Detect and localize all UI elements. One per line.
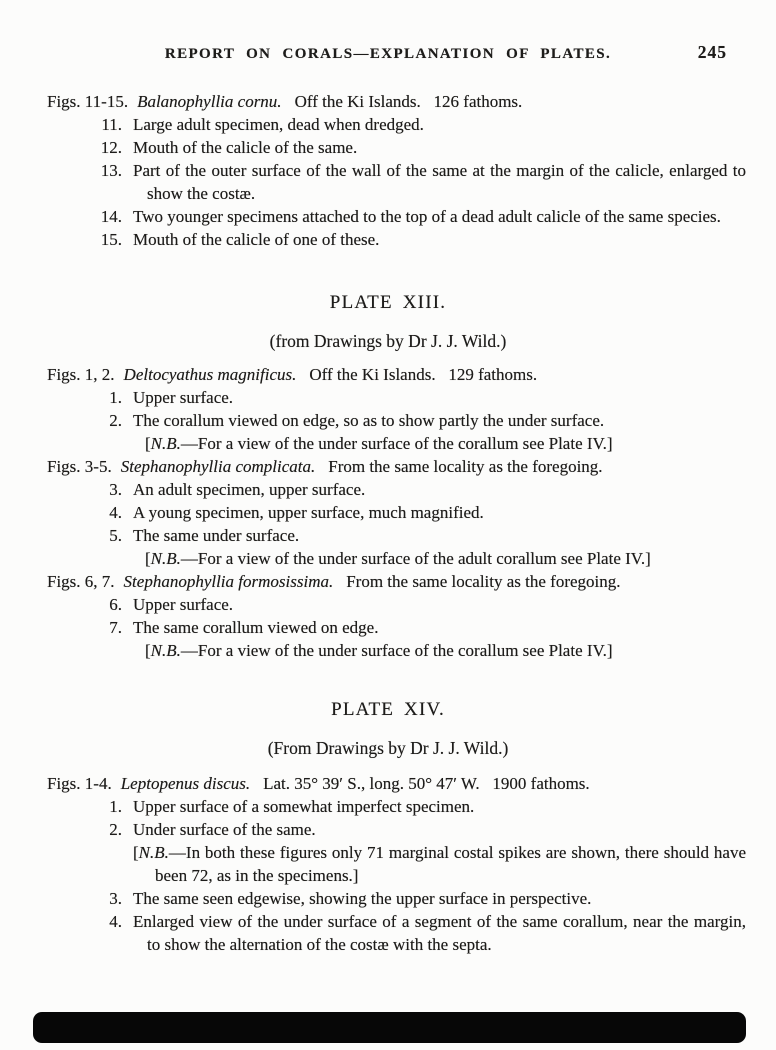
figure-item-row [0,136,776,159]
page-number: 245 [697,42,727,62]
figs-group-stephanophyllia-complicata [0,455,776,570]
figs-group-stephanophyllia-formosissima [0,570,776,662]
locality-text: Off the Ki Islands. 129 fathoms. [309,365,538,384]
figure-number: 6. [109,595,122,614]
figure-number: 2. [109,820,122,839]
group-heading [0,772,776,795]
figure-caption: Upper surface. [133,595,234,614]
nota-bene [0,547,776,570]
nota-bene [0,639,776,662]
species-name: Deltocyathus magnificus. [123,365,297,384]
figure-caption: The same seen edgewise, showing the upper surface in perspective. [133,889,592,908]
locality-text: From the same locality as the foregoing. [346,572,621,591]
figure-item-row [0,524,776,547]
figs-group-deltocyathus [0,363,776,455]
figure-number: 11. [101,115,122,134]
figure-item-row [0,501,776,524]
group-heading [0,90,776,113]
nb-label: N.B. [150,434,181,453]
figure-caption: Mouth of the calicle of one of these. [133,230,380,249]
figure-caption: Part of the outer surface of the wall of the same at the margin of the calicle, enlarged to show the costæ. [133,161,746,203]
page-header-title: REPORT ON CORALS—EXPLANATION OF PLATES. [164,46,612,62]
figure-item-row [0,386,776,409]
figure-item-row [0,593,776,616]
figure-item-row [0,228,776,251]
figure-caption: Two younger specimens attached to the top of a dead adult calicle of the same species. [133,207,721,226]
nb-text: —For a view of the under surface of the corallum see Plate IV.] [180,434,613,453]
figure-item-row [0,113,776,136]
figs-range-label: Figs. 6, 7. [47,572,115,591]
scan-artifact-bar [33,1012,746,1043]
figure-caption: Under surface of the same. [133,820,316,839]
locality-text: Off the Ki Islands. 126 fathoms. [294,92,523,111]
figure-caption: A young specimen, upper surface, much magnified. [133,503,484,522]
figure-caption: Large adult specimen, dead when dredged. [133,115,424,134]
figs-range-label: Figs. 1, 2. [47,365,115,384]
nb-bracket: [ [145,549,151,568]
group-heading [0,570,776,593]
plate-13-subtitle: (from Drawings by Dr J. J. Wild.) [269,331,507,351]
figure-caption: The corallum viewed on edge, so as to show partly the under surface. [133,411,605,430]
figure-number: 3. [109,889,122,908]
nb-bracket: [ [133,843,139,862]
plate-13-title: PLATE XIII. [329,292,447,313]
figs-range-label: Figs. 1-4. [47,774,112,793]
nb-text: —For a view of the under surface of the corallum see Plate IV.] [180,641,613,660]
figure-item-row [0,205,776,228]
running-head [0,0,776,64]
nb-text: —For a view of the under surface of the adult corallum see Plate IV.] [180,549,651,568]
figure-item-row [0,887,776,910]
figure-caption: Upper surface. [133,388,234,407]
species-name: Stephanophyllia formosissima. [123,572,334,591]
group-heading [0,455,776,478]
figure-number: 12. [100,138,122,157]
figure-number: 7. [109,618,122,637]
figure-caption: Upper surface of a somewhat imperfect specimen. [133,797,475,816]
figure-number: 13. [100,161,122,180]
figure-caption: An adult specimen, upper surface. [133,480,366,499]
figs-range-label: Figs. 3-5. [47,457,112,476]
figure-caption: Mouth of the calicle of the same. [133,138,358,157]
figs-group-leptopenus [0,772,776,956]
nb-label: N.B. [150,641,181,660]
figure-number: 15. [100,230,122,249]
figure-caption: The same corallum viewed on edge. [133,618,379,637]
figure-item-row [0,795,776,818]
plate-14-subtitle: (From Drawings by Dr J. J. Wild.) [267,738,509,758]
nota-bene [0,432,776,455]
figure-item-row [0,478,776,501]
figure-number: 14. [100,207,122,226]
species-name: Balanophyllia cornu. [137,92,282,111]
species-name: Stephanophyllia complicata. [120,457,316,476]
figure-item-row [0,409,776,432]
nb-bracket: [ [145,434,151,453]
nota-bene [0,841,776,887]
figure-item-row [0,159,776,205]
group-heading [0,363,776,386]
figure-item-row [0,910,776,956]
nb-label: N.B. [138,843,169,862]
locality-text: Lat. 35° 39′ S., long. 50° 47′ W. 1900 fathoms. [263,774,590,793]
figs-group-balanophyllia [0,90,776,251]
nb-label: N.B. [150,549,181,568]
figure-number: 4. [109,503,122,522]
figure-caption: Enlarged view of the under surface of a segment of the same corallum, near the margin, to show the alternation of the costæ with the septa. [133,912,746,954]
plate-14-title: PLATE XIV. [331,699,445,720]
figure-number: 5. [109,526,122,545]
figure-caption: The same under surface. [133,526,300,545]
locality-text: From the same locality as the foregoing. [328,457,603,476]
nb-text: —In both these figures only 71 marginal costal spikes are shown, there should have been 72, as in the specimens.] [155,843,746,885]
figs-range-label: Figs. 11-15. [47,92,129,111]
species-name: Leptopenus discus. [120,774,251,793]
figure-item-row [0,616,776,639]
figure-number: 4. [109,912,122,931]
figure-number: 3. [109,480,122,499]
figure-number: 2. [109,411,122,430]
figure-item-row [0,818,776,841]
figure-number: 1. [109,797,122,816]
figure-number: 1. [109,388,122,407]
nb-bracket: [ [145,641,151,660]
